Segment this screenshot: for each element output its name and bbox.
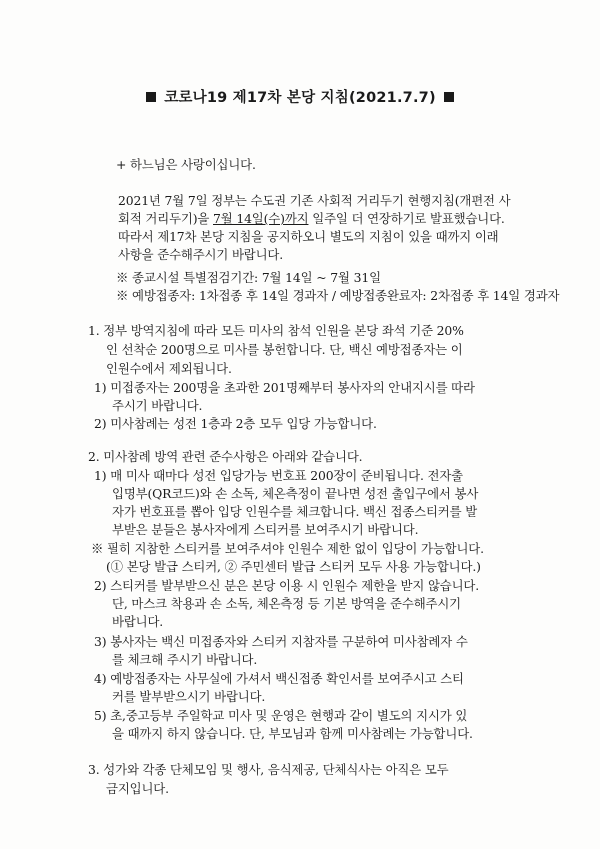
title-text: 코로나19 제17차 본당 지침(2021.7.7) [164,90,436,106]
section-2-item: 입명부(QR코드)와 손 소독, 체온측정이 끝나면 성전 출입구에서 봉사 [112,486,479,501]
section-2-note: (① 본당 발급 스티커, ② 주민센터 발급 스티커 모두 사용 가능합니다.) [106,559,481,574]
section-2-item: 4) 예방접종자는 사무실에 가셔서 백신접종 확인서를 보여주시고 스티 [94,671,464,686]
section-2-item: 2) 스티커를 발부받으신 분은 본당 이용 시 인원수 제한을 받지 않습니다. [94,578,480,593]
section-1-line: 인원수에서 제외됩니다. [106,361,232,376]
section-1-item: 주시기 바랍니다. [112,398,203,413]
document-title [0,86,600,107]
section-2-item: 1) 매 미사 때마다 성전 입당가능 번호표 200장이 준비됩니다. 전자출 [94,468,463,483]
section-2-item: 3) 봉사자는 백신 미접종자와 스티커 지참자를 구분하여 미사참례자 수 [94,634,468,649]
section-1-item: 2) 미사참례는 성전 1층과 2층 모두 입당 가능합니다. [94,416,377,431]
section-2-heading: 2. 미사참례 방역 관련 준수사항은 아래와 같습니다. [88,449,363,464]
intro-line: 따라서 제17차 본당 지침을 공지하오니 별도의 지침이 있을 때까지 이래 [118,229,499,244]
section-2-item: 를 체크해 주시기 바랍니다. [112,652,258,667]
section-2-item: 부받은 분들은 봉사자에게 스티커를 보여주시기 바랍니다. [112,522,419,537]
square-bullet-icon [444,92,454,102]
intro-line: 사항을 준수해주시기 바랍니다. [118,247,284,262]
extension-date: 7월 14일(수)까지 [213,211,309,226]
section-1-line: 인 선착순 200명으로 미사를 봉헌합니다. 단, 백신 예방접종자는 이 [106,342,463,357]
note-line: ※ 예방접종자: 1차접종 후 14일 경과자 / 예방접종완료자: 2차접종 후 14일 경과자 [116,288,560,303]
section-2-item: 커를 발부받으시기 바랍니다. [112,689,266,704]
section-2-item: 바랍니다. [112,614,164,629]
section-1-item: 1) 미접종자는 200명을 초과한 201명째부터 봉사자의 안내지시를 따라 [94,380,475,395]
greeting: + 하느님은 사랑이십니다. [116,157,256,172]
square-bullet-icon [146,92,156,102]
intro-line: 2021년 7월 7일 정부는 수도권 기존 사회적 거리두기 현행지침(개편전 사 [118,193,511,208]
section-2-item: 단, 마스크 착용과 손 소독, 체온측정 등 기본 방역을 준수해주시기 [112,596,461,611]
section-1-line: 1. 정부 방역지침에 따라 모든 미사의 참석 인원을 본당 좌석 기준 20% [88,323,464,338]
section-3-line: 3. 성가와 각종 단체모임 및 행사, 음식제공, 단체식사는 아직은 모두 [88,762,449,777]
section-3-line: 금지입니다. [106,781,169,796]
note-line: ※ 종교시설 특별점검기간: 7월 14일 ~ 7월 31일 [116,270,381,285]
intro-line: 회적 거리두기)을 7월 14일(수)까지 일주일 더 연장하기로 발표했습니다. [118,211,505,226]
section-2-note: ※ 필히 지참한 스티커를 보여주셔야 인원수 제한 없이 입당이 가능합니다. [91,541,484,556]
section-2-item: 자가 번호표를 뽑아 입당 인원수를 체크합니다. 백신 접종스티커를 발 [112,504,478,519]
section-2-item: 5) 초,중고등부 주일학교 미사 및 운영은 현행과 같이 별도의 지시가 있 [94,708,468,723]
section-2-item: 을 때까지 하지 않습니다. 단, 부모님과 함께 미사참례는 가능합니다. [112,726,473,741]
